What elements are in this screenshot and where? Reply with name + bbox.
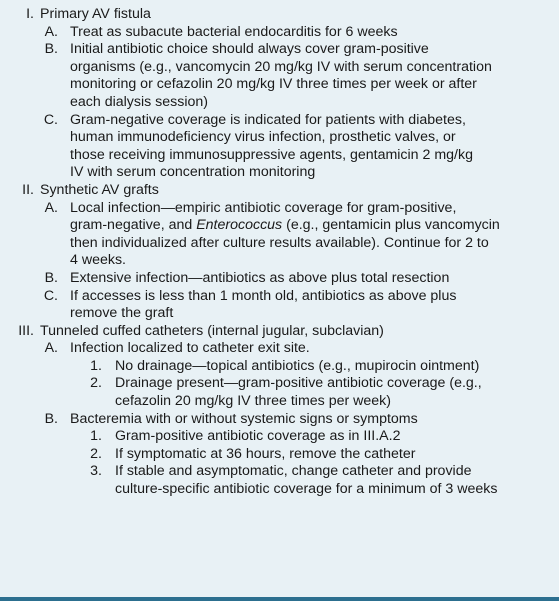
item-text: cefazolin 20 mg/kg IV three times per week) — [115, 393, 391, 410]
section-2-heading — [0, 182, 559, 200]
item-2a-continuation — [0, 235, 559, 253]
section-title: Primary AV fistula — [40, 6, 151, 22]
item-3a1 — [0, 358, 559, 376]
item-3b2 — [0, 446, 559, 464]
item-number: 1. — [90, 428, 102, 445]
item-text: each dialysis session) — [70, 93, 208, 110]
item-letter: A. — [44, 199, 58, 216]
item-3b3-continuation — [0, 481, 559, 499]
item-text: Infection localized to catheter exit site. — [70, 340, 310, 357]
item-1c-continuation — [0, 164, 559, 182]
item-text: human immunodeficiency virus infection, prosthetic valves, or — [70, 129, 456, 146]
item-text: No drainage—topical antibiotics (e.g., mupirocin ointment) — [115, 357, 480, 374]
item-text — [70, 217, 500, 235]
item-text: Initial antibiotic choice should always cover gram-positive — [70, 41, 429, 58]
section-title: Tunneled cuffed catheters (internal jugular, subclavian) — [40, 322, 384, 339]
item-2a — [0, 200, 559, 218]
item-text: Extensive infection—antibiotics as above plus total resection — [70, 269, 450, 286]
item-1c-continuation — [0, 129, 559, 147]
item-number: 2. — [90, 375, 102, 392]
item-number: 1. — [90, 357, 102, 374]
item-text: remove the graft — [70, 305, 174, 322]
item-text: those receiving immunosuppressive agents, gentamicin 2 mg/kg — [70, 146, 473, 163]
item-letter: B. — [44, 410, 58, 427]
text-run: gram-negative, and — [70, 217, 197, 234]
section-1-heading — [0, 6, 559, 24]
item-letter: C. — [43, 287, 58, 304]
item-letter: A. — [44, 340, 58, 357]
item-2b — [0, 270, 559, 288]
item-2a-continuation — [0, 252, 559, 270]
item-3a2-continuation — [0, 393, 559, 411]
section-number: III. — [18, 322, 34, 339]
item-text: organisms (e.g., vancomycin 20 mg/kg IV with serum concentration — [70, 58, 492, 75]
item-1a — [0, 24, 559, 42]
item-text: Local infection—empiric antibiotic coverage for gram-positive, — [70, 199, 457, 216]
text-run: (e.g., gentamicin plus vancomycin — [282, 217, 500, 234]
item-text: culture-specific antibiotic coverage for a minimum of 3 weeks — [115, 481, 498, 498]
item-1b — [0, 41, 559, 59]
section-number: II. — [22, 181, 34, 198]
item-text: If accesses is less than 1 month old, antibiotics as above plus — [70, 287, 457, 304]
item-number: 3. — [90, 463, 102, 480]
item-3b — [0, 411, 559, 429]
item-text: If symptomatic at 36 hours, remove the catheter — [115, 445, 416, 462]
item-text: 4 weeks. — [70, 252, 126, 269]
section-number: I. — [26, 6, 34, 22]
item-1b-continuation — [0, 76, 559, 94]
item-text: monitoring or cefazolin 20 mg/kg IV three times per week or after — [70, 76, 477, 93]
item-3b1 — [0, 428, 559, 446]
item-text: then individualized after culture results available). Continue for 2 to — [70, 234, 489, 251]
section-3-heading — [0, 323, 559, 341]
item-number: 2. — [90, 445, 102, 462]
item-2a-continuation — [0, 217, 559, 235]
item-text: Gram-negative coverage is indicated for patients with diabetes, — [70, 111, 466, 128]
section-title: Synthetic AV grafts — [40, 181, 159, 198]
item-3a2 — [0, 375, 559, 393]
item-text: IV with serum concentration monitoring — [70, 164, 316, 181]
item-text: Treat as subacute bacterial endocarditis for 6 weeks — [70, 23, 398, 40]
item-letter: C. — [43, 111, 58, 128]
item-text: If stable and asymptomatic, change catheter and provide — [115, 463, 472, 480]
item-1c — [0, 112, 559, 130]
item-letter: B. — [44, 269, 58, 286]
item-letter: A. — [44, 23, 58, 40]
item-letter: B. — [44, 41, 58, 58]
item-2c — [0, 288, 559, 306]
item-3a — [0, 340, 559, 358]
item-3b3 — [0, 463, 559, 481]
organism-name: Enterococcus — [196, 217, 283, 234]
item-1b-continuation — [0, 59, 559, 77]
item-text: Gram-positive antibiotic coverage as in III.A.2 — [115, 428, 401, 445]
item-2c-continuation — [0, 305, 559, 323]
item-text: Drainage present—gram-positive antibiotic coverage (e.g., — [115, 375, 482, 392]
item-1b-continuation — [0, 94, 559, 112]
item-1c-continuation — [0, 147, 559, 165]
item-text: Bacteremia with or without systemic signs or symptoms — [70, 410, 418, 427]
